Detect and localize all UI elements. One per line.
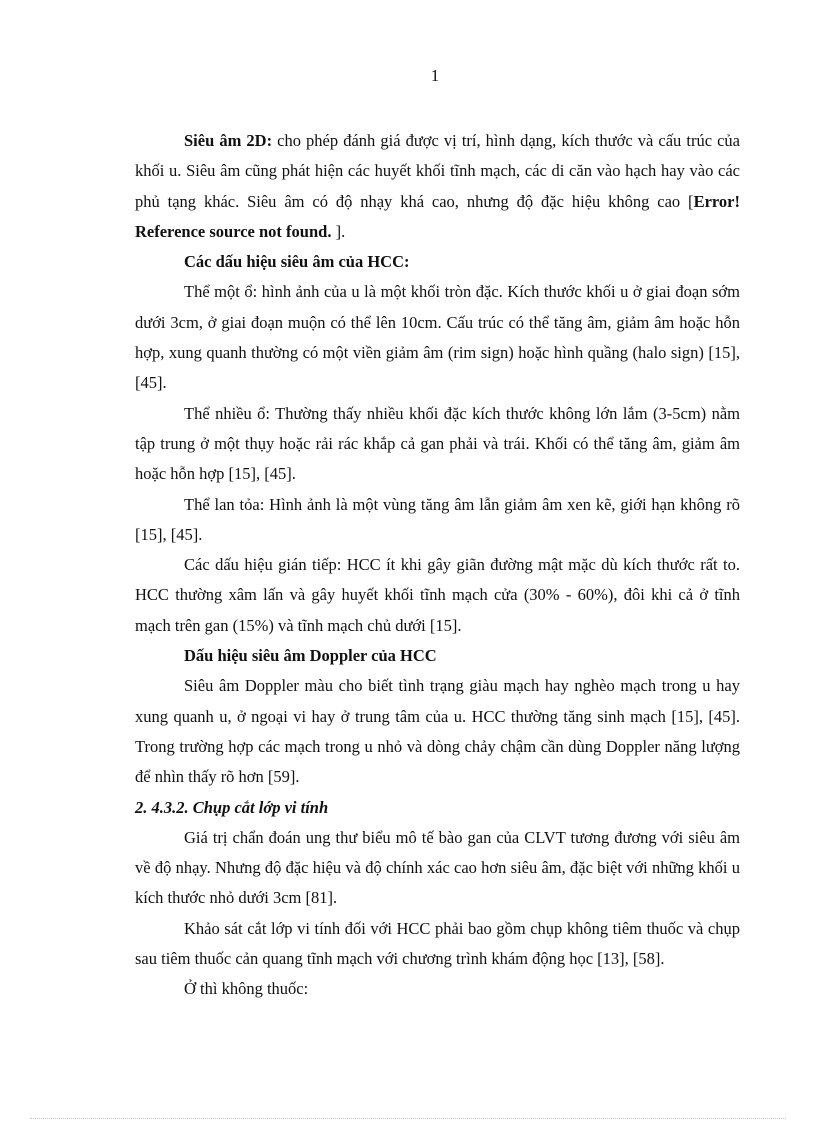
heading-doppler-signs: Dấu hiệu siêu âm Doppler của HCC (184, 646, 437, 666)
paragraph-ct-diagnostic-value: Giá trị chẩn đoán ung thư biểu mô tế bào gan của CLVT tương đương với siêu âm về độ nhạy. Nhưng độ đặc hiệu và độ chính xác cao hơn siêu âm, đặc biệt với những khối u kích thước nhỏ dưới 3cm [81]. (135, 827, 740, 908)
paragraph-end: ]. (331, 221, 346, 241)
paragraph-doppler: Siêu âm Doppler màu cho biết tình trạng giàu mạch hay nghèo mạch trong u hay xung quanh u, ở ngoại vi hay ở trung tâm của u. HCC thường tăng sinh mạch [15], [45]. Trong trường hợp các mạch trong u nhỏ và dòng chảy chậm cần dùng Doppler năng lượng để nhìn thấy rõ hơn [59]. (135, 676, 740, 787)
paragraph-ct-protocol: Khảo sát cắt lớp vi tính đối với HCC phải bao gồm chụp không tiêm thuốc và chụp sau tiêm thuốc cản quang tĩnh mạch với chương trình khám động học [13], [58]. (135, 918, 740, 969)
paragraph-single-focus: Thể một ổ: hình ảnh của u là một khối tròn đặc. Kích thước khối u ở giai đoạn sớm dưới 3cm, ở giai đoạn muộn có thể lên 10cm. Cấu trúc có thể tăng âm, giảm âm hoặc hỗn hợp, xung quanh thường có một viền giảm âm (rim sign) hoặc hình quầng (halo sign) [15], [45]. (135, 282, 740, 393)
paragraph-text: cho phép đánh giá được vị trí, hình dạng, kích thước và cấu trúc của khối u. Siêu âm cũng phát hiện các huyết khối tĩnh mạch, các di căn vào hạch hay vào các phủ tạng khác. Siêu âm có độ nhạy khá cao, nhưng độ đặc hiệu không cao [ (135, 131, 741, 211)
reference-error: Error! Reference source not found. (135, 191, 740, 241)
heading-hcc-ultrasound-signs: Các dấu hiệu siêu âm của HCC: (184, 252, 410, 272)
paragraph-2d-ultrasound (135, 126, 740, 247)
paragraph-non-contrast-phase: Ở thì không thuốc: (184, 979, 309, 999)
page-number: 1 (430, 66, 440, 85)
paragraph-lead: Siêu âm 2D: (184, 131, 273, 150)
paragraph-indirect-signs: Các dấu hiệu gián tiếp: HCC ít khi gây giãn đường mật mặc dù kích thước rất to. HCC thường xâm lấn và gây huyết khối tĩnh mạch cửa (30% - 60%), đôi khi cả ở tĩnh mạch trên gan (15%) và tĩnh mạch chủ dưới [15]. (135, 555, 740, 635)
paragraph-multi-focus: Thể nhiều ổ: Thường thấy nhiều khối đặc kích thước không lớn lắm (3-5cm) nằm tập trung ở một thụy hoặc rải rác khắp cả gan phải và trái. Khối có thể tăng âm, giảm âm hoặc hỗn hợp [15], [45]. (135, 403, 740, 484)
document-body (135, 126, 740, 1005)
page-bottom-divider (30, 1118, 786, 1119)
paragraph-diffuse: Thể lan tỏa: Hình ảnh là một vùng tăng âm lẫn giảm âm xen kẽ, giới hạn không rõ [15], [45]. (135, 494, 740, 544)
heading-ct-section: 2. 4.3.2. Chụp cắt lớp vi tính (135, 797, 329, 817)
